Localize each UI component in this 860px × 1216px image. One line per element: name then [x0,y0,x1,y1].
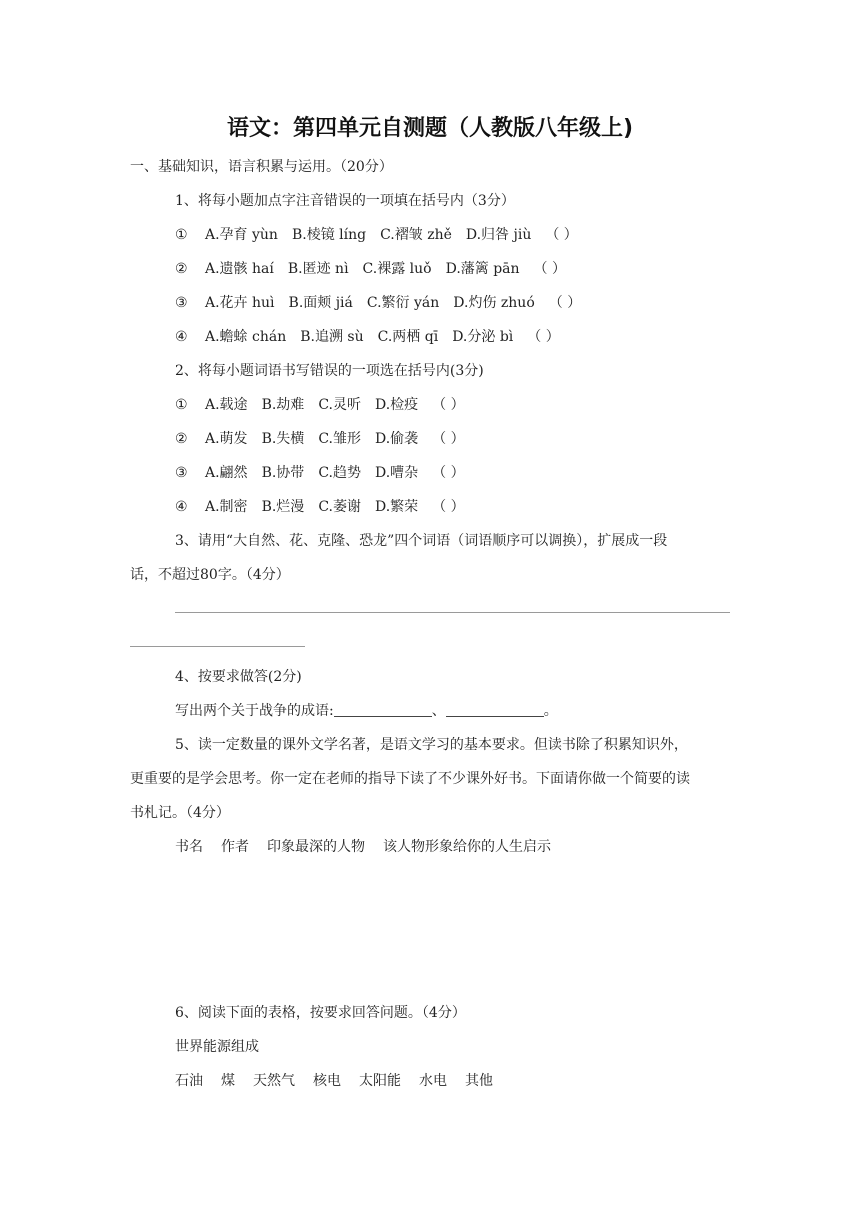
answer-paren: （ ） [432,499,465,515]
question-2-option-row: ④ A.制密 B.烂漫 C.萎谢 D.繁荣 （ ） [175,499,465,515]
answer-line[interactable] [130,646,305,647]
answer-blank[interactable] [334,702,432,717]
answer-paren: （ ） [533,261,566,277]
question-5-prompt-continued: 书札记。（4分） [130,805,230,821]
answer-paren: （ ） [545,227,578,243]
question-5-prompt-continued: 更重要的是学会思考。你一定在老师的指导下读了不少课外好书。下面请你做一个简要的读 [130,771,690,787]
answer-paren: （ ） [432,465,465,481]
reading-notes-table-header: 书名 作者 印象最深的人物 该人物形象给你的人生启示 [175,839,551,855]
question-4-prompt: 4、按要求做答(2分) [175,669,302,685]
question-2-option-row: ③ A.翩然 B.协带 C.趋势 D.嘈杂 （ ） [175,465,465,481]
question-4-line: 写出两个关于战争的成语: 、 。 [175,703,558,719]
question-3-prompt-continued: 话，不超过80字。（4分） [130,567,290,583]
question-1-option-row: ② A.遗骸 haí B.匿迹 nì C.裸露 luǒ D.藩篱 pān （ ） [175,261,566,277]
question-1-prompt: 1、将每小题加点字注音错误的一项填在括号内（3分） [175,193,515,209]
answer-paren: （ ） [432,397,465,413]
answer-blank[interactable] [446,702,544,717]
question-5-prompt: 5、读一定数量的课外文学名著，是语文学习的基本要求。但读书除了积累知识外， [175,737,688,753]
answer-paren: （ ） [527,329,560,345]
question-3-prompt: 3、请用“大自然、花、克隆、恐龙”四个词语（词语顺序可以调换），扩展成一段 [175,533,668,549]
question-1-option-row: ④ A.蟾蜍 chán B.追溯 sù C.两栖 qī D.分泌 bì （ ） [175,329,560,345]
section-heading: 一、基础知识，语言积累与运用。（20分） [130,159,393,175]
question-6-prompt: 6、阅读下面的表格，按要求回答问题。（4分） [175,1005,466,1021]
answer-paren: （ ） [548,295,582,311]
page-title: 语文：第四单元自测题（人教版八年级上) [226,116,634,141]
energy-table-caption: 世界能源组成 [175,1039,259,1055]
question-2-prompt: 2、将每小题词语书写错误的一项选在括号内(3分) [175,363,484,379]
answer-line[interactable] [175,612,730,613]
question-1-option-row: ① A.孕育 yùn B.棱镜 líng C.褶皱 zhě D.归咎 jiù （ ） [175,227,578,243]
answer-paren: （ ） [432,431,465,447]
question-2-option-row: ② A.萌发 B.失横 C.雏形 D.偷袭 （ ） [175,431,465,447]
question-1-option-row: ③ A.花卉 huì B.面颊 jiá C.繁衍 yán D.灼伤 zhuó （ ） [175,295,582,311]
energy-table-header: 石油 煤 天然气 核电 太阳能 水电 其他 [175,1073,493,1089]
question-2-option-row: ① A.载途 B.劫难 C.灵听 D.检疫 （ ） [175,397,465,413]
